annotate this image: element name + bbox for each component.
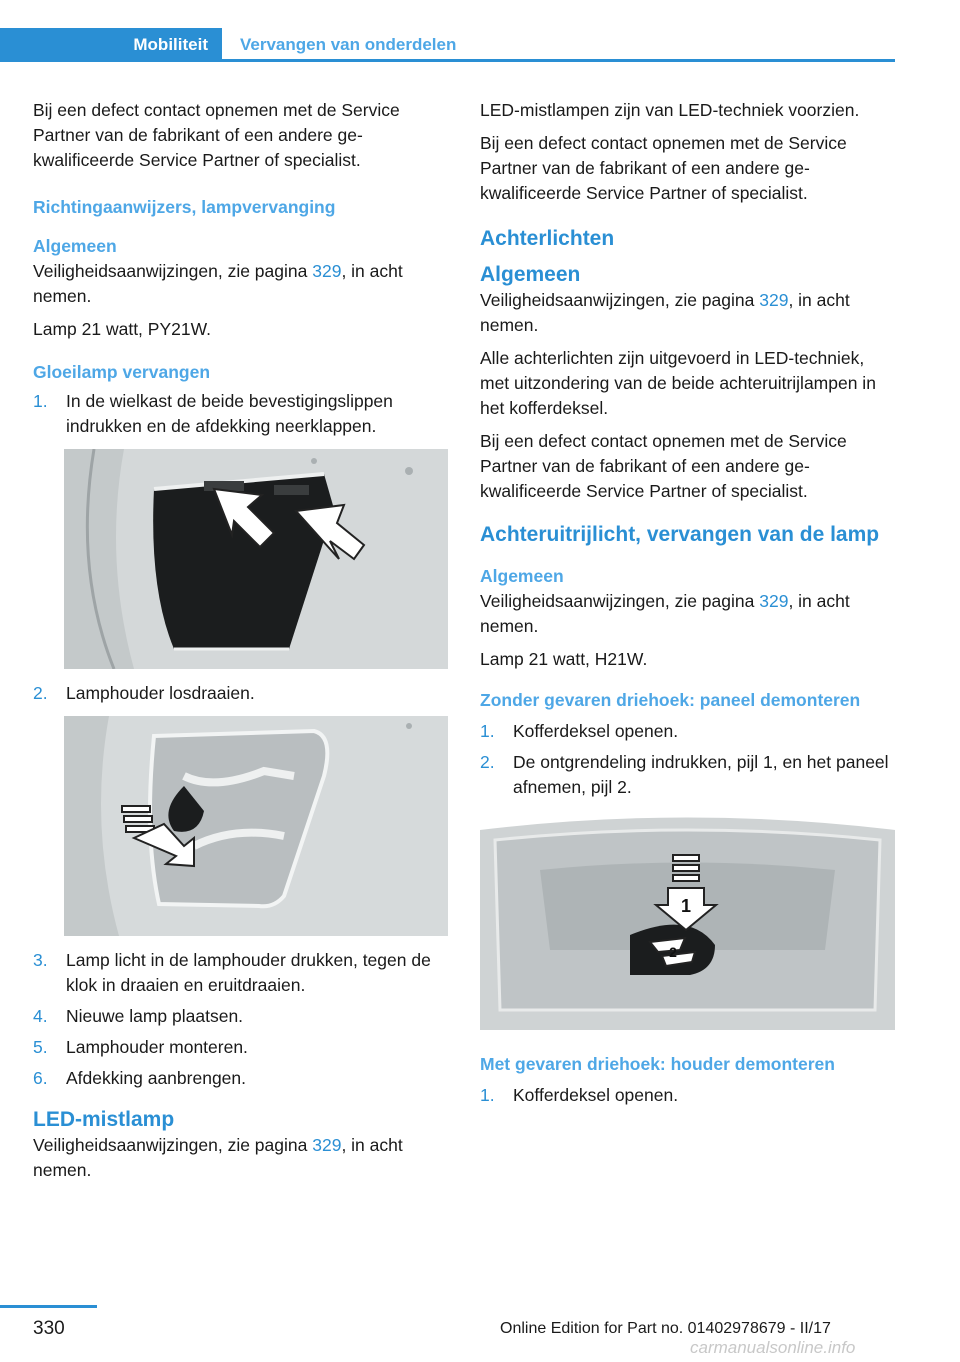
left-column — [33, 98, 448, 1191]
heading-led-fog: LED-mistlamp — [33, 1108, 175, 1131]
page-link[interactable]: 329 — [312, 261, 342, 281]
defect-paragraph: Bij een defect contact opnemen met de Service Partner van de fabrikant of een andere gekwalificeerde Service Partner of specialist. — [480, 133, 847, 203]
step-item: 2. De ontgrendeling indrukken, pijl 1, en het paneel afnemen, pijl 2. — [480, 752, 889, 797]
arrow-label-1: 1 — [680, 896, 692, 916]
step-item: 1. Kofferdeksel openen. — [480, 721, 679, 741]
safety-paragraph: Veiligheidsaanwijzingen, zie pagina 329, in acht nemen. — [33, 261, 403, 306]
arrow-label-2: 2 — [669, 944, 677, 960]
intro-paragraph: Bij een defect contact opnemen met de Service Partner van de fabrikant of een andere gekwalificeerde Service Partner of specialist. — [33, 100, 400, 170]
trunk-lid-panel-figure — [480, 810, 895, 1030]
step-item: 1. In de wielkast de beide bevestigingslippen indrukken en de afdekking neerklappen. — [33, 391, 393, 436]
header-rule — [222, 59, 895, 62]
right-column — [480, 98, 895, 1114]
step-item: 6. Afdekking aanbrengen. — [33, 1068, 246, 1088]
step-item: 5. Lamphouder monteren. — [33, 1037, 248, 1057]
edition-note: Online Edition for Part no. 01402978679 - II/17 — [500, 1320, 831, 1337]
step-item: 2. Lamphouder losdraaien. — [33, 683, 255, 703]
lamp-spec: Lamp 21 watt, PY21W. — [33, 319, 212, 339]
wheel-arch-cover-figure — [64, 449, 448, 669]
step-item: 1. Kofferdeksel openen. — [480, 1085, 679, 1105]
heading-general: Algemeen — [33, 236, 117, 256]
page-link[interactable]: 329 — [759, 290, 789, 310]
page-link[interactable]: 329 — [312, 1135, 342, 1155]
led-fog-paragraph: LED-mistlampen zijn van LED-techniek voorzien. — [480, 100, 860, 120]
rear-led-paragraph: Alle achterlichten zijn uitgevoerd in LED-techniek, met uitzondering van de beide achteruitrijlampen in het kofferdeksel. — [480, 348, 876, 418]
heading-replace-bulb: Gloeilamp vervangen — [33, 362, 211, 382]
step-item: 4. Nieuwe lamp plaatsen. — [33, 1006, 244, 1026]
heading-rear-lights: Achterlichten — [480, 227, 615, 250]
heading-general-2: Algemeen — [480, 566, 564, 586]
step-item: 3. Lamp licht in de lamphouder drukken, tegen de klok in draaien en eruitdraaien. — [33, 950, 431, 995]
lamp-holder-figure — [64, 716, 448, 936]
heading-general: Algemeen — [480, 263, 581, 286]
footer-rule — [0, 1305, 97, 1308]
subsection-tab: Vervangen van onderdelen — [240, 35, 457, 54]
safety-paragraph: Veiligheidsaanwijzingen, zie pagina 329, in acht nemen. — [480, 290, 850, 335]
page-link[interactable]: 329 — [759, 591, 789, 611]
heading-reverse-light: Achteruitrijlicht, vervangen van de lamp — [480, 523, 880, 546]
section-tab: Mobiliteit — [0, 28, 222, 62]
heading-with-triangle: Met gevaren driehoek: houder demonteren — [480, 1054, 835, 1074]
safety-paragraph-2: Veiligheidsaanwijzingen, zie pagina 329, in acht nemen. — [480, 591, 850, 636]
watermark: carmanualsonline.info — [690, 1338, 856, 1357]
heading-without-triangle: Zonder gevaren driehoek: paneel demonteren — [480, 690, 861, 710]
fog-safety-paragraph: Veiligheidsaanwijzingen, zie pagina 329, in acht nemen. — [33, 1135, 403, 1180]
lamp-spec: Lamp 21 watt, H21W. — [480, 649, 648, 669]
defect-paragraph-2: Bij een defect contact opnemen met de Service Partner van de fabrikant of een andere gekwalificeerde Service Partner of specialist. — [480, 431, 847, 501]
heading-turn-signals: Richtingaanwijzers, lampvervanging — [33, 197, 336, 217]
page-number: 330 — [33, 1318, 65, 1339]
page-header — [0, 28, 895, 62]
